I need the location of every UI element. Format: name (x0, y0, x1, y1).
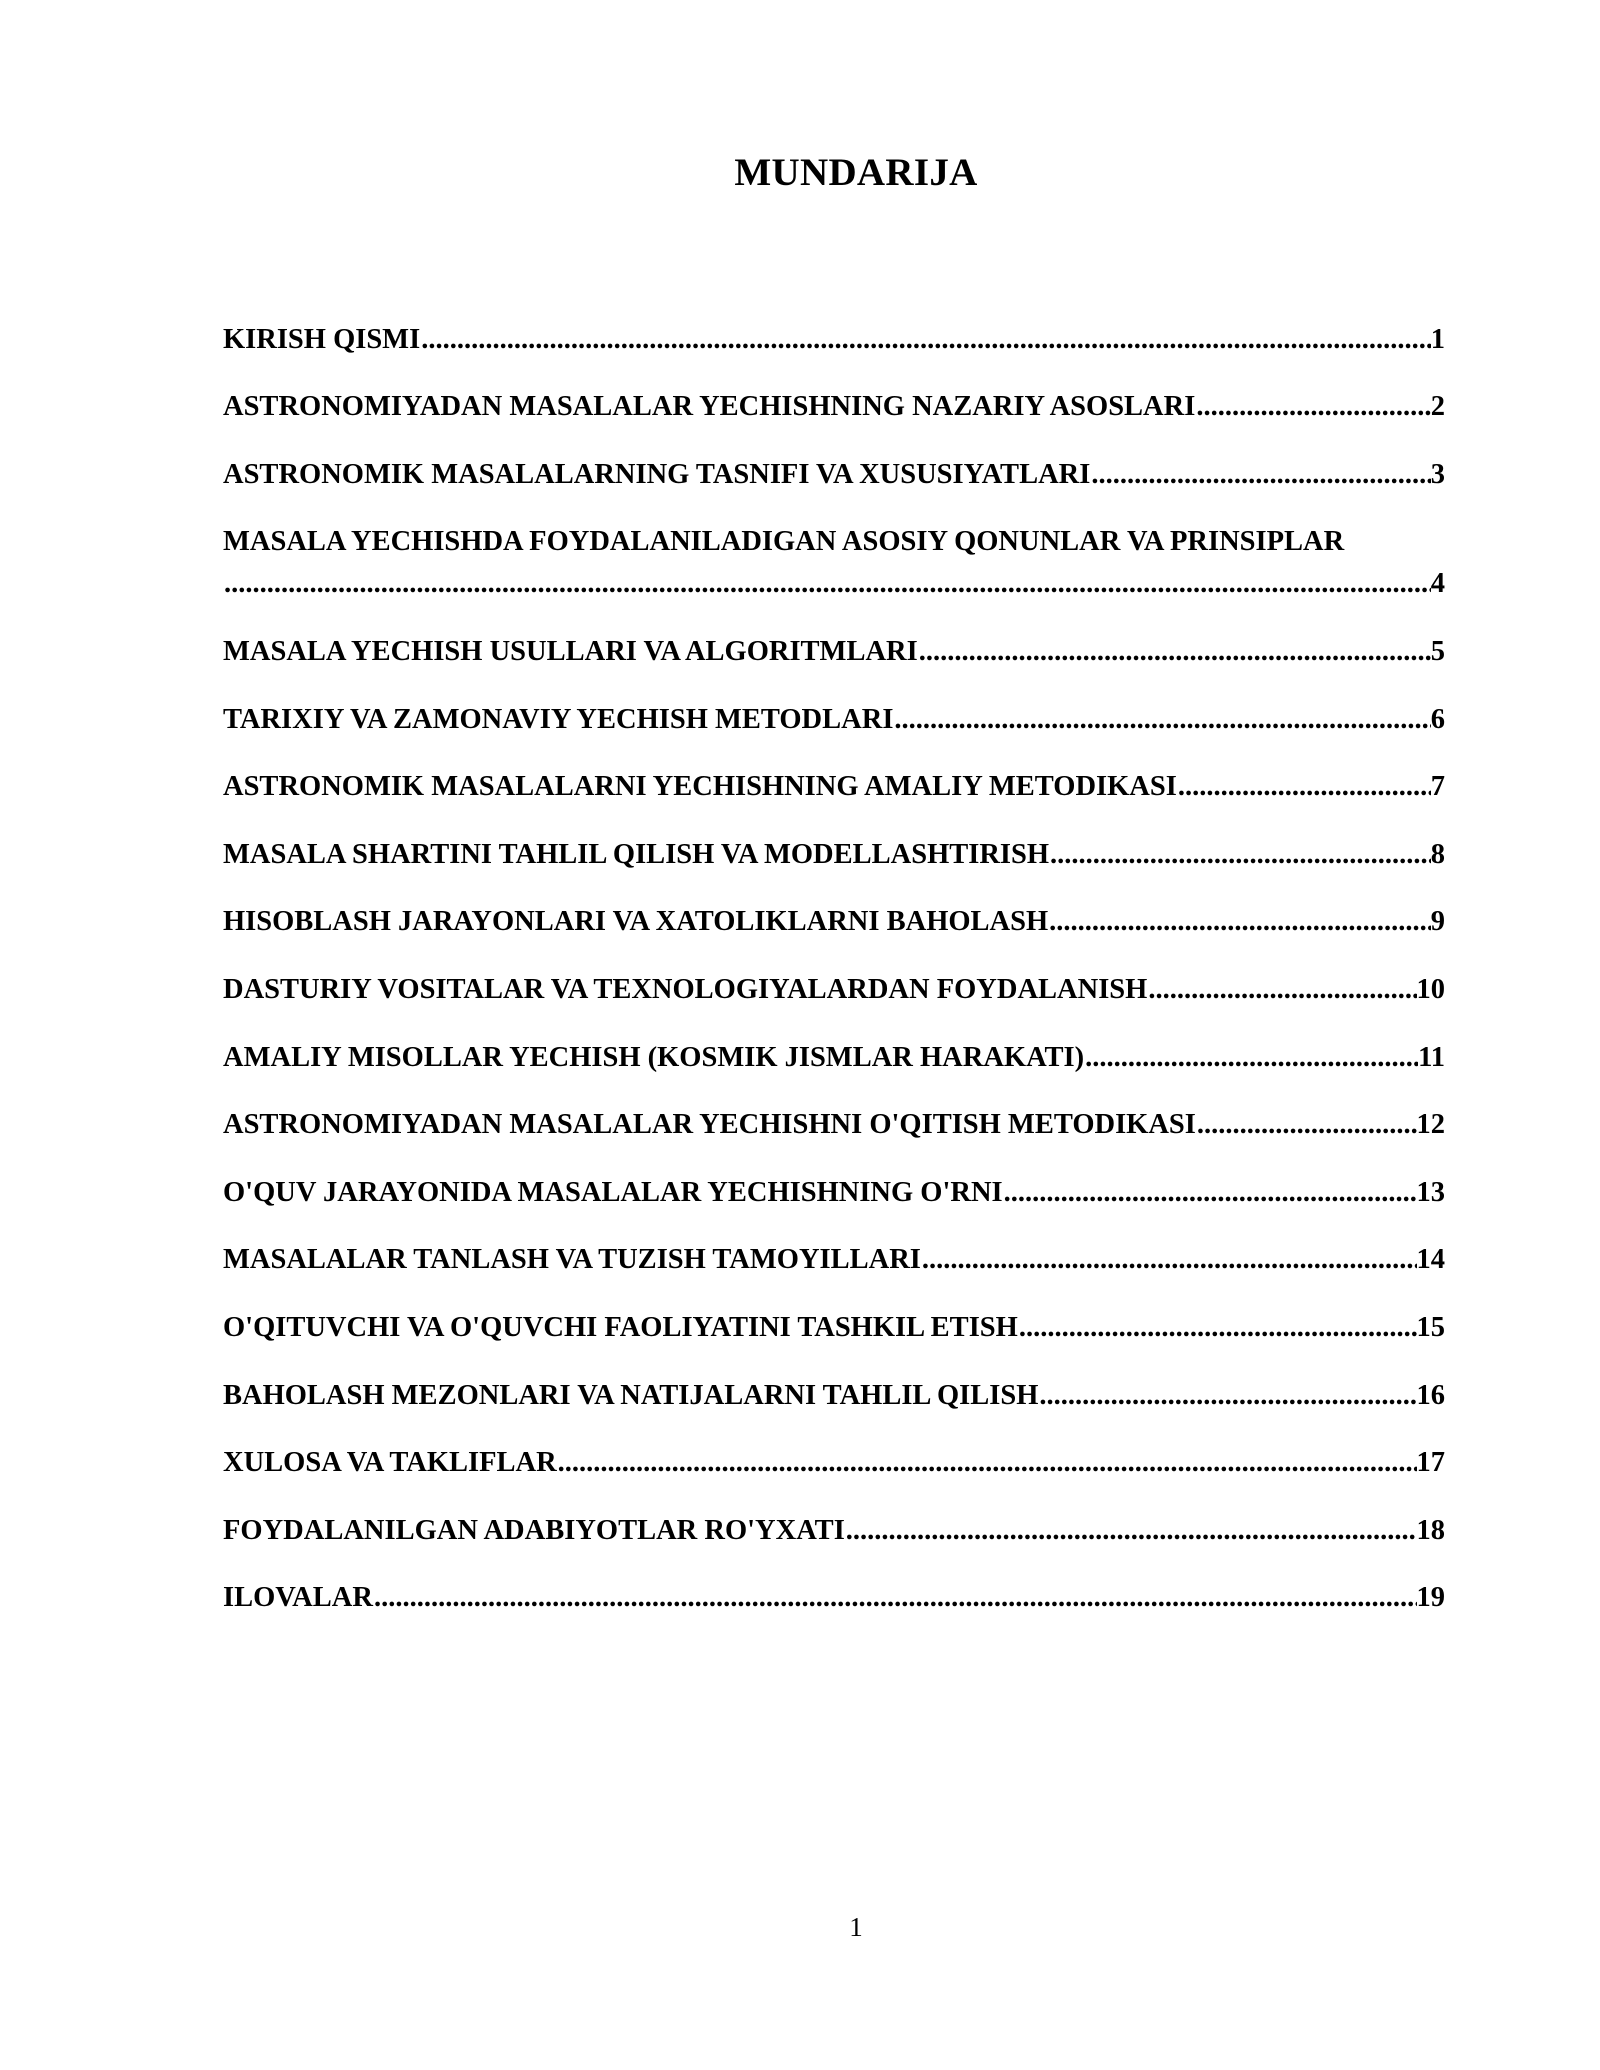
toc-entry-page: 17 (1416, 1447, 1445, 1479)
toc-dot-leader (1048, 902, 1431, 942)
toc-entry[interactable] (223, 1483, 1445, 1551)
toc-dot-leader (918, 632, 1431, 672)
toc-entry-page: 5 (1430, 635, 1445, 667)
toc-entry-page: 4 (1430, 568, 1445, 600)
toc-entry-label: O'QUV JARAYONIDA MASALALAR YECHISHNING O'RNI (223, 1176, 1003, 1208)
toc-entry-label: ASTRONOMIYADAN MASALALAR YECHISHNI O'QITISH METODIKASI (223, 1109, 1196, 1141)
toc-entry-page: 2 (1430, 391, 1445, 423)
toc-entry[interactable] (223, 1078, 1445, 1146)
toc-dot-leader (1090, 455, 1430, 495)
toc-dot-leader (1003, 1173, 1417, 1213)
toc-entry[interactable] (223, 672, 1445, 740)
toc-entry-page: 7 (1430, 771, 1445, 803)
toc-entry-label: DASTURIY VOSITALAR VA TEXNOLOGIYALARDAN FOYDALANISH (223, 973, 1148, 1005)
toc-entry-page: 16 (1416, 1379, 1445, 1411)
toc-entry-page: 1 (1430, 323, 1445, 355)
toc-entry[interactable] (223, 807, 1445, 875)
toc-entry[interactable] (223, 1145, 1445, 1213)
toc-dot-leader (1177, 767, 1431, 807)
toc-entry-page: 6 (1430, 703, 1445, 735)
toc-entry-label: FOYDALANILGAN ADABIYOTLAR RO'YXATI (223, 1514, 845, 1546)
toc-entry[interactable] (223, 1551, 1445, 1619)
toc-entry[interactable] (223, 1213, 1445, 1281)
toc-entry-label: ASTRONOMIK MASALALARNI YECHISHNING AMALIY METODIKASI (223, 771, 1177, 803)
toc-entry-label: MASALA SHARTINI TAHLIL QILISH VA MODELLASHTIRISH (223, 838, 1050, 870)
toc-entry[interactable] (223, 360, 1445, 428)
toc-entry[interactable] (223, 1280, 1445, 1348)
toc-entry-page: 14 (1416, 1244, 1445, 1276)
toc-dot-leader (1196, 1105, 1417, 1145)
toc-entry-page: 11 (1418, 1041, 1445, 1073)
toc-dot-leader (373, 1578, 1417, 1618)
toc-entry-label: HISOBLASH JARAYONLARI VA XATOLIKLARNI BAHOLASH (223, 906, 1049, 938)
toc-entry-page: 18 (1416, 1514, 1445, 1546)
toc-entry[interactable] (223, 942, 1445, 1010)
toc-entry[interactable] (223, 427, 1445, 495)
toc-entry-label: MASALA YECHISH USULLARI VA ALGORITMLARI (223, 635, 918, 667)
toc-dot-leader (223, 564, 1431, 604)
toc-entry-label: BAHOLASH MEZONLARI VA NATIJALARNI TAHLIL QILISH (223, 1379, 1039, 1411)
toc-entry-label: O'QITUVCHI VA O'QUVCHI FAOLIYATINI TASHKIL ETISH (223, 1311, 1018, 1343)
toc-entry-label: XULOSA VA TAKLIFLAR (223, 1447, 557, 1479)
toc-entry-label: MASALA YECHISHDA FOYDALANILADIGAN ASOSIY QONUNLAR VA PRINSIPLAR (223, 526, 1345, 558)
toc-entry-label: ILOVALAR (223, 1582, 373, 1614)
toc-entry-page: 3 (1430, 458, 1445, 490)
toc-dot-leader (1147, 970, 1416, 1010)
toc-entry-label: TARIXIY VA ZAMONAVIY YECHISH METODLARI (223, 703, 894, 735)
toc-entry[interactable] (223, 1416, 1445, 1484)
toc-dot-leader (1018, 1308, 1417, 1348)
toc-dot-leader (1084, 1038, 1418, 1078)
toc-entry-page: 9 (1430, 906, 1445, 938)
table-of-contents (223, 292, 1445, 1618)
page-title: MUNDARIJA (734, 151, 978, 194)
toc-dot-leader (893, 700, 1430, 740)
toc-entry-page: 10 (1416, 973, 1445, 1005)
toc-entry-page: 19 (1416, 1582, 1445, 1614)
toc-dot-leader (1195, 387, 1430, 427)
toc-dot-leader (1038, 1376, 1416, 1416)
toc-dot-leader (420, 320, 1431, 360)
toc-entry[interactable] (223, 292, 1445, 360)
toc-entry[interactable] (223, 495, 1445, 605)
toc-dot-leader (921, 1240, 1417, 1280)
toc-entry-page: 13 (1416, 1176, 1445, 1208)
toc-entry[interactable] (223, 1010, 1445, 1078)
toc-entry-label: ASTRONOMIK MASALALARNING TASNIFI VA XUSUSIYATLARI (223, 458, 1091, 490)
toc-entry[interactable] (223, 604, 1445, 672)
toc-entry-label: ASTRONOMIYADAN MASALALAR YECHISHNING NAZARIY ASOSLARI (223, 391, 1196, 423)
toc-entry[interactable] (223, 1348, 1445, 1416)
toc-dot-leader (1049, 835, 1431, 875)
toc-entry-page: 12 (1416, 1109, 1445, 1141)
toc-entry-page: 8 (1430, 838, 1445, 870)
toc-entry-label: KIRISH QISMI (223, 323, 421, 355)
page-number: 1 (849, 1912, 863, 1942)
toc-dot-leader (557, 1443, 1417, 1483)
toc-entry-label: MASALALAR TANLASH VA TUZISH TAMOYILLARI (223, 1244, 921, 1276)
toc-entry-page: 15 (1416, 1311, 1445, 1343)
toc-entry[interactable] (223, 875, 1445, 943)
toc-dot-leader (845, 1511, 1417, 1551)
toc-entry[interactable] (223, 740, 1445, 808)
toc-entry-label: AMALIY MISOLLAR YECHISH (KOSMIK JISMLAR HARAKATI) (223, 1041, 1085, 1073)
